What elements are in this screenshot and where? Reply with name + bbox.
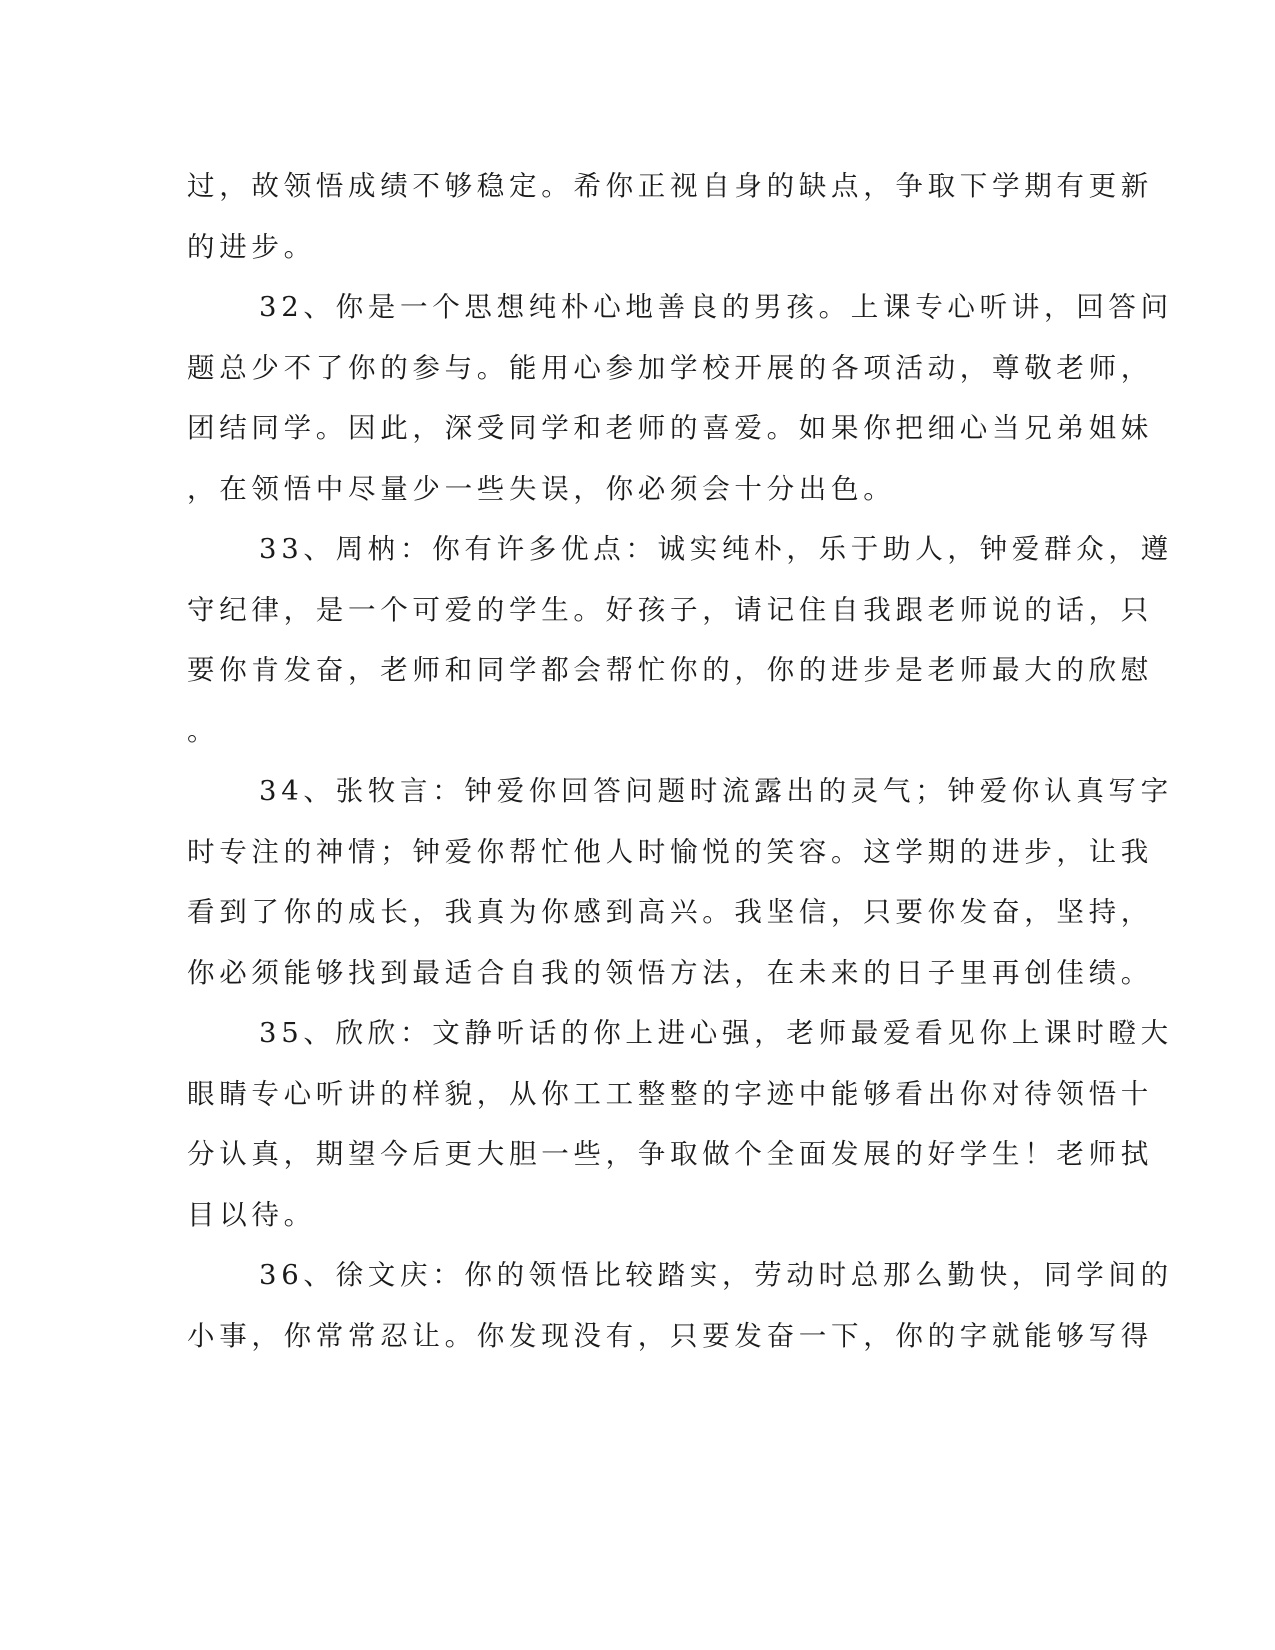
- text-line: 目以待。: [187, 1198, 316, 1231]
- text-line: 过，故领悟成绩不够稳定。希你正视自身的缺点，争取下学期有更新: [187, 170, 1153, 202]
- text-line: 眼睛专心听讲的样貌，从你工工整整的字迹中能够看出你对待领悟十: [187, 1077, 1153, 1110]
- text-line: 小事，你常常忍让。你发现没有，只要发奋一下，你的字就能够写得: [187, 1319, 1153, 1352]
- text-line: 的进步。: [187, 230, 316, 263]
- paragraph-32-start: 32、你是一个思想纯朴心地善良的男孩。上课专心听讲，回答问: [259, 291, 1173, 323]
- text-line: 你必须能够找到最适合自我的领悟方法，在未来的日子里再创佳绩。: [187, 956, 1153, 989]
- text-line: 守纪律，是一个可爱的学生。好孩子，请记住自我跟老师说的话，只: [187, 593, 1153, 626]
- text-line: 。: [187, 714, 220, 747]
- text-line: 要你肯发奋，老师和同学都会帮忙你的，你的进步是老师最大的欣慰: [187, 654, 1153, 686]
- document-body: [187, 156, 1173, 1366]
- paragraph-36-start: 36、徐文庆：你的领悟比较踏实，劳动时总那么勤快，同学间的: [259, 1259, 1173, 1291]
- text-line: ，在领悟中尽量少一些失误，你必须会十分出色。: [187, 472, 896, 505]
- text-line: 看到了你的成长，我真为你感到高兴。我坚信，只要你发奋，坚持，: [187, 896, 1153, 928]
- text-line: 团结同学。因此，深受同学和老师的喜爱。如果你把细心当兄弟姐妹: [187, 412, 1153, 444]
- text-line: 题总少不了你的参与。能用心参加学校开展的各项活动，尊敬老师，: [187, 351, 1153, 384]
- paragraph-35-start: 35、欣欣：文静听话的你上进心强，老师最爱看见你上课时瞪大: [259, 1017, 1173, 1049]
- paragraph-34-start: 34、张牧言：钟爱你回答问题时流露出的灵气；钟爱你认真写字: [259, 775, 1173, 807]
- paragraph-33-start: 33、周枘：你有许多优点：诚实纯朴，乐于助人，钟爱群众，遵: [259, 533, 1173, 565]
- text-line: 分认真，期望今后更大胆一些，争取做个全面发展的好学生！老师拭: [187, 1138, 1153, 1170]
- text-line: 时专注的神情；钟爱你帮忙他人时愉悦的笑容。这学期的进步，让我: [187, 835, 1153, 868]
